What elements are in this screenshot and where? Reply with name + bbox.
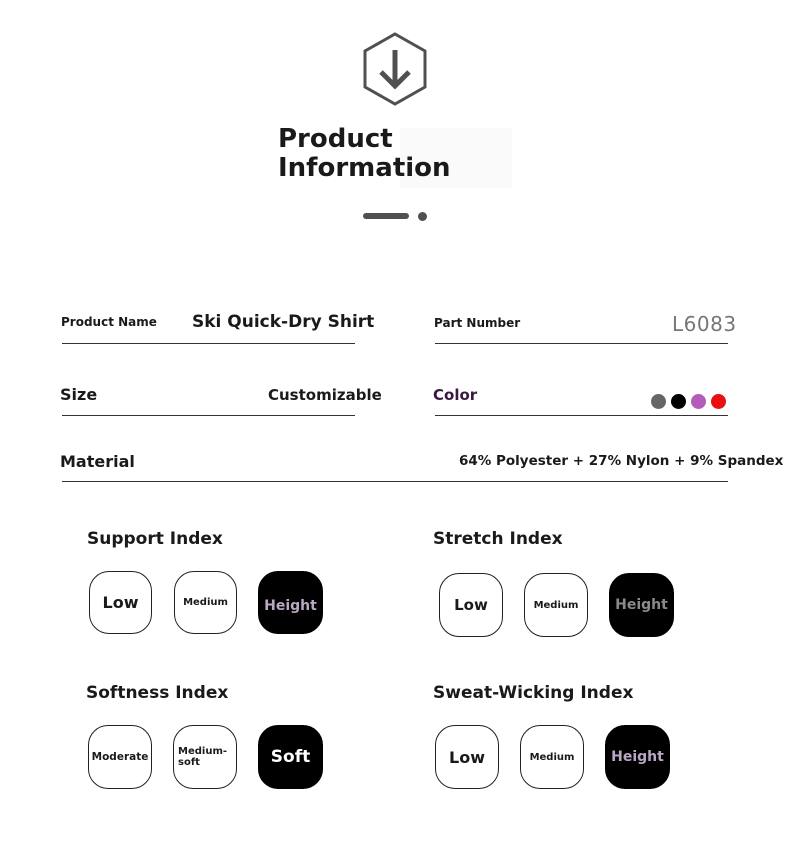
support-low-option[interactable]: Low [89, 571, 152, 634]
support-index-title: Support Index [87, 529, 223, 549]
product-name-value: Ski Quick-Dry Shirt [192, 312, 375, 332]
product-name-label: Product Name [61, 315, 157, 329]
stretch-height-option[interactable]: Height [609, 573, 674, 637]
softness-medium-soft-option[interactable]: Medium- soft [173, 725, 237, 789]
part-number-divider [435, 343, 728, 344]
softness-index-title: Softness Index [86, 683, 229, 703]
material-divider [62, 481, 728, 482]
stretch-index-title: Stretch Index [433, 529, 563, 549]
color-swatch-0[interactable] [651, 394, 666, 409]
sweat-wicking-index-title: Sweat-Wicking Index [433, 683, 634, 703]
decorative-dot [418, 212, 427, 221]
sweat-low-option[interactable]: Low [435, 725, 499, 789]
decorative-bar [363, 213, 409, 219]
material-value: 64% Polyester + 27% Nylon + 9% Spandex [459, 453, 784, 469]
part-number-value: L6083 [672, 312, 737, 336]
page-title: Product Information [278, 124, 451, 183]
sweat-height-option[interactable]: Height [605, 725, 670, 789]
softness-soft-option[interactable]: Soft [258, 725, 323, 789]
part-number-label: Part Number [434, 316, 521, 330]
download-arrow-hexagon-icon [362, 32, 428, 106]
stretch-medium-option[interactable]: Medium [524, 573, 588, 637]
size-label: Size [60, 385, 98, 404]
color-swatch-3[interactable] [711, 394, 726, 409]
material-label: Material [60, 452, 135, 471]
color-label: Color [433, 386, 478, 404]
stretch-low-option[interactable]: Low [439, 573, 503, 637]
support-medium-option[interactable]: Medium [174, 571, 237, 634]
support-height-option[interactable]: Height [258, 571, 323, 634]
color-swatches [651, 394, 726, 409]
product-name-divider [62, 343, 355, 344]
color-swatch-2[interactable] [691, 394, 706, 409]
sweat-medium-option[interactable]: Medium [520, 725, 584, 789]
size-value: Customizable [268, 386, 382, 404]
size-divider [62, 415, 355, 416]
color-divider [435, 415, 728, 416]
color-swatch-1[interactable] [671, 394, 686, 409]
softness-moderate-option[interactable]: Moderate [88, 725, 152, 789]
